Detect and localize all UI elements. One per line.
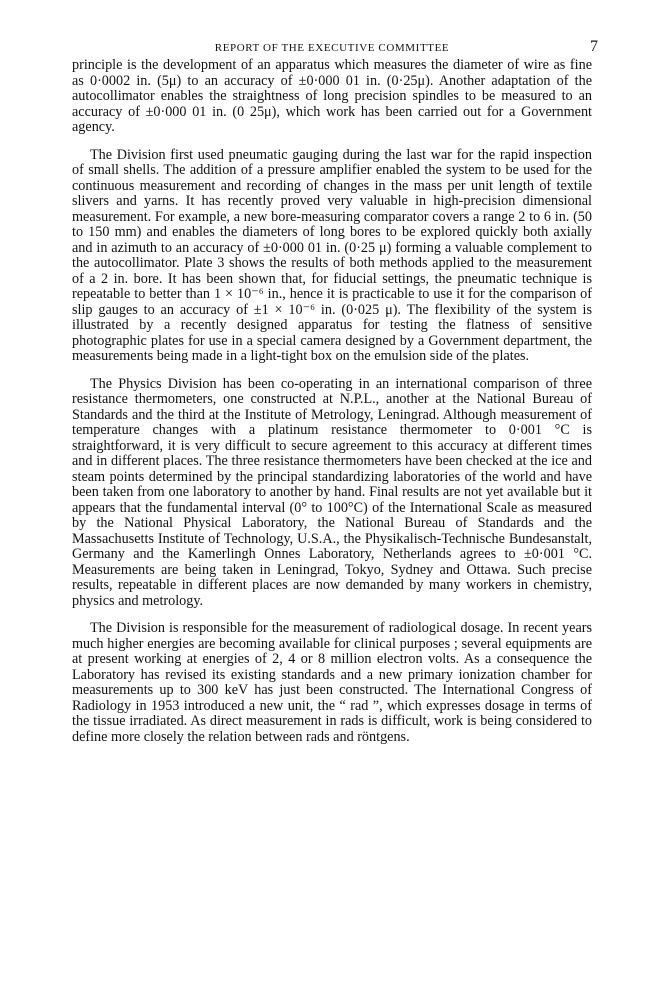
- paragraph-continuation: principle is the development of an apparatus which measures the diameter of wire as fine as 0·0002 in. (5μ) to an accuracy of ±0·000 01 in. (0·25μ). Another adaptation of the autocollimator enables the straightness of long precision spindles to be measured to an accuracy of ±0·000 01 in. (0 25μ), which work has been carried out for a Government agency.: [72, 57, 592, 135]
- paragraph-resistance-thermometers: The Physics Division has been co-operating in an international comparison of three resistance thermometers, one constructed at N.P.L., another at the National Bureau of Standards and the third at the Institute of Metrology, Leningrad. Although measurement of temperature changes with a platinum resistance thermometer to 0·001 °C is straightforward, it is very difficult to secure agreement to this accuracy at different times and in different places. The three resistance thermometers have been checked at the ice and steam points determined by the principal standardizing laboratories of the world and have been taken from one laboratory to another by hand. Final results are not yet available but it appears that the fundamental interval (0° to 100°C) of the International Scale as measured by the National Physical Laboratory, the National Bureau of Standards and the Massachusetts Institute of Technology, U.S.A., the Physikalisch-Technische Bundesanstalt, Germany and the Kamerlingh Onnes Laboratory, Netherlands agrees to ±0·001 °C. Measurements are being taken in Leningrad, Tokyo, Sydney and Ottawa. Such precise results, repeatable in different places are now demanded by many workers in chemistry, physics and metrology.: [72, 375, 592, 609]
- running-title: REPORT OF THE EXECUTIVE COMMITTEE: [214, 42, 450, 54]
- page-number: 7: [590, 38, 598, 55]
- document-page: [72, 36, 598, 757]
- paragraph-pneumatic-gauging: The Division first used pneumatic gauging during the last war for the rapid inspection of small shells. The addition of a pressure amplifier enabled the system to be used for the continuous measurement and recording of changes in the mass per unit length of textile slivers and yarns. It has recently proved very valuable in high-precision dimensional measurement. For example, a new bore-measuring comparator covers a range 2 to 6 in. (50 to 150 mm) and enables the diameters of long bores to be explored quickly both axially and in azimuth to an accuracy of ±0·000 01 in. (0·25 μ) forming a valuable complement to the autocollimator. Plate 3 shows the results of both methods applied to the measurement of a 2 in. bore. It has been shown that, for fiducial settings, the pneumatic technique is repeatable to better than 1 × 10⁻⁶ in., hence it is practicable to use it for the comparison of slip gauges to an accuracy of ±1 × 10⁻⁶ in. (0·025 μ). The flexibility of the system is illustrated by a recently designed apparatus for testing the flatness of sensitive photographic plates for use in a special camera designed by a Government department, the measurements being made in a light-tight box on the emulsion side of the plates.: [72, 146, 592, 364]
- paragraph-radiological-dosage: The Division is responsible for the measurement of radiological dosage. In recent years much higher energies are becoming available for clinical purposes ; several equipments are at present working at energies of 2, 4 or 8 million electron volts. As a consequence the Laboratory has revised its existing standards and a new primary ionization chamber for measurements up to 300 keV has just been constructed. The International Congress of Radiology in 1953 introduced a new unit, the “ rad ”, which expresses dosage in terms of the tissue irradiated. As direct measurement in rads is difficult, work is being considered to define more closely the relation between rads and röntgens.: [72, 620, 592, 745]
- body-text: [72, 58, 592, 745]
- running-header: [72, 36, 598, 58]
